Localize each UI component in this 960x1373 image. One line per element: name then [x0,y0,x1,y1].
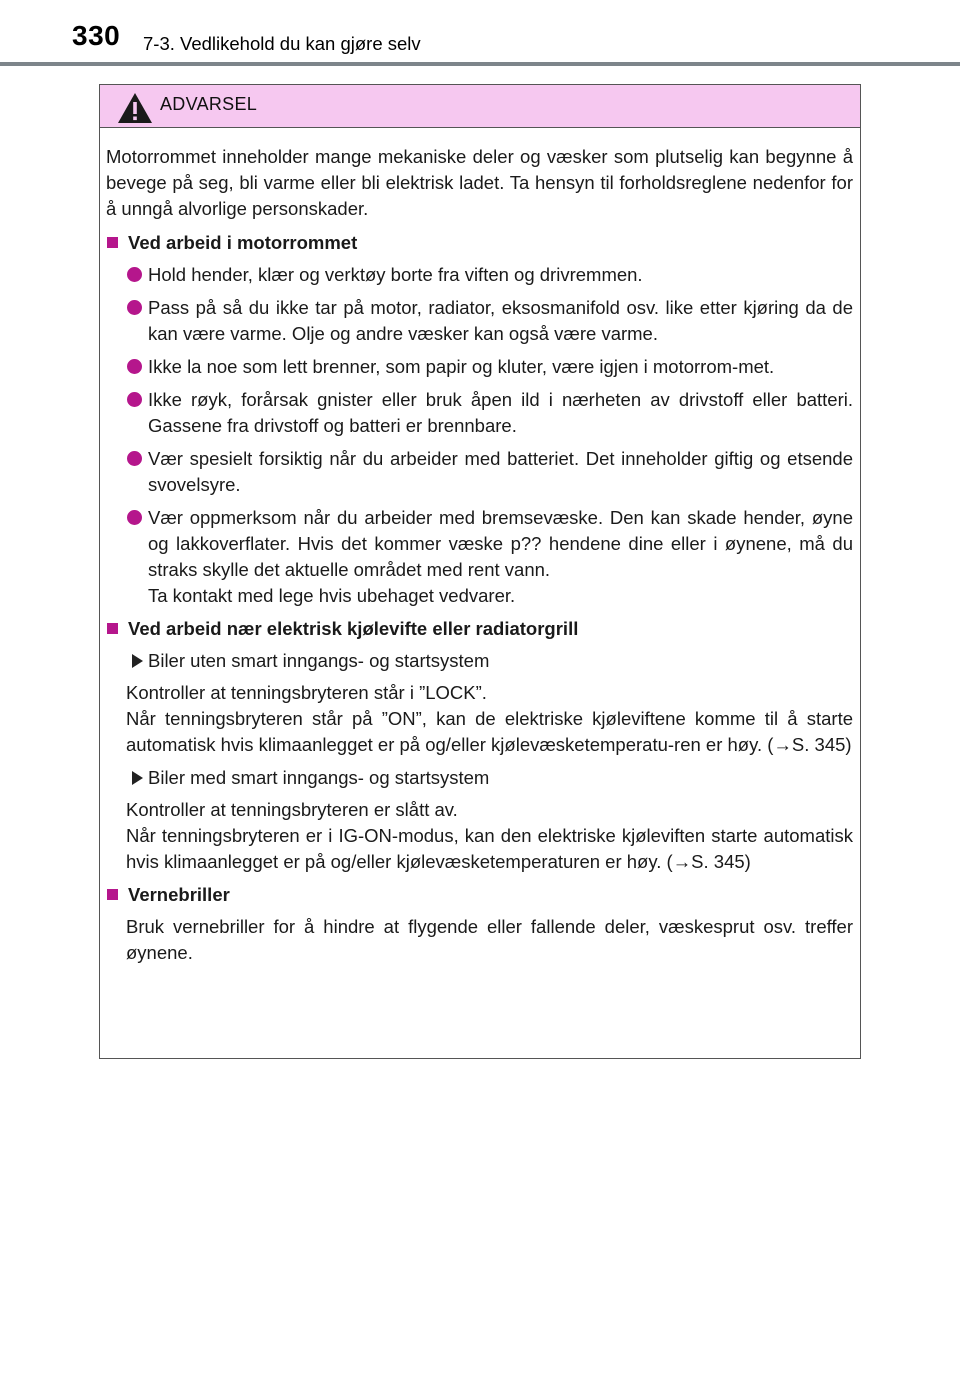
page-number: 330 [72,20,121,51]
paragraph [106,914,853,966]
round-bullet-icon [127,300,142,315]
paragraph-text: Bruk vernebriller for å hindre at flygende eller fallende deler, væskesprut osv. treffer øynene. [126,916,853,963]
paragraph-line: Kontroller at tenningsbryteren er slått av. [126,799,458,820]
bullet-item [106,505,853,609]
section-heading [106,230,853,256]
section-heading [106,882,853,908]
bullet-item [106,446,853,498]
header-rule [0,62,960,66]
bullet-item [106,295,853,347]
warning-label: ADVARSEL [160,94,258,114]
warning-box [99,84,861,1059]
square-bullet-icon [107,889,118,900]
bullet-text: Vær spesielt forsiktig når du arbeider med batteriet. Det inneholder giftig og etsende svovelsyre. [148,448,853,495]
paragraph-line: Når tenningsbryteren står på ”ON”, kan de elektriske kjøleviftene komme til å starte automatisk hvis klimaanlegget er på og/eller kjølevæsketemperatu-ren er høy. (→S. 345) [126,708,853,755]
paragraph [106,797,853,875]
round-bullet-icon [127,392,142,407]
bullet-item [106,387,853,439]
bullet-text: Vær oppmerksom når du arbeider med bremsevæske. Den kan skade hender, øyne og lakkoverflater. Hvis det kommer væske p?? hendene dine eller i øynene, må du straks skylle det aktuelle området med rent vann. [148,507,853,580]
sub-heading [106,765,853,791]
paragraph-line: Kontroller at tenningsbryteren står i ”LOCK”. [126,682,487,703]
triangle-bullet-icon [132,654,143,668]
sub-heading [106,648,853,674]
section-title: 7-3. Vedlikehold du kan gjøre selv [143,33,421,54]
warning-triangle-icon [117,92,153,124]
section-heading-text: Vernebriller [128,884,230,905]
warning-body [100,128,860,966]
bullet-item [106,354,853,380]
bullet-text: Hold hender, klær og verktøy borte fra viften og drivremmen. [148,264,643,285]
bullet-text: Ikke røyk, forårsak gnister eller bruk åpen ild i nærheten av drivstoff eller batteri. Gassene fra drivstoff og batteri er brennbare. [148,389,853,436]
warning-header [100,85,860,128]
round-bullet-icon [127,267,142,282]
sub-heading-text: Biler uten smart inngangs- og startsystem [148,650,490,671]
triangle-bullet-icon [132,771,143,785]
round-bullet-icon [127,359,142,374]
section-heading-text: Ved arbeid nær elektrisk kjølevifte eller radiatorgrill [128,618,579,639]
square-bullet-icon [107,623,118,634]
paragraph-line: Når tenningsbryteren er i IG-ON-modus, kan den elektriske kjøleviften starte automatisk hvis klimaanlegget er på og/eller kjølevæsketemperaturen er høy. (→S. 345) [126,825,853,872]
section-heading [106,616,853,642]
warning-intro: Motorrommet inneholder mange mekaniske deler og væsker som plutselig kan begynne å bevege på seg, bli varme eller bli elektrisk ladet. Ta hensyn til forholdsreglene nedenfor for å unngå alvorlige personskader. [106,146,853,219]
bullet-item [106,262,853,288]
round-bullet-icon [127,510,142,525]
paragraph [106,680,853,758]
section-heading-text: Ved arbeid i motorrommet [128,232,358,253]
bullet-text: Pass på så du ikke tar på motor, radiator, eksosmanifold osv. like etter kjøring da de kan være varme. Olje og andre væsker kan også være varme. [148,297,853,344]
bullet-text: Ta kontakt med lege hvis ubehaget vedvarer. [148,585,516,606]
page-header [0,0,960,64]
round-bullet-icon [127,451,142,466]
square-bullet-icon [107,237,118,248]
sub-heading-text: Biler med smart inngangs- og startsystem [148,767,490,788]
bullet-text: Ikke la noe som lett brenner, som papir og kluter, være igjen i motorrom-met. [148,356,775,377]
